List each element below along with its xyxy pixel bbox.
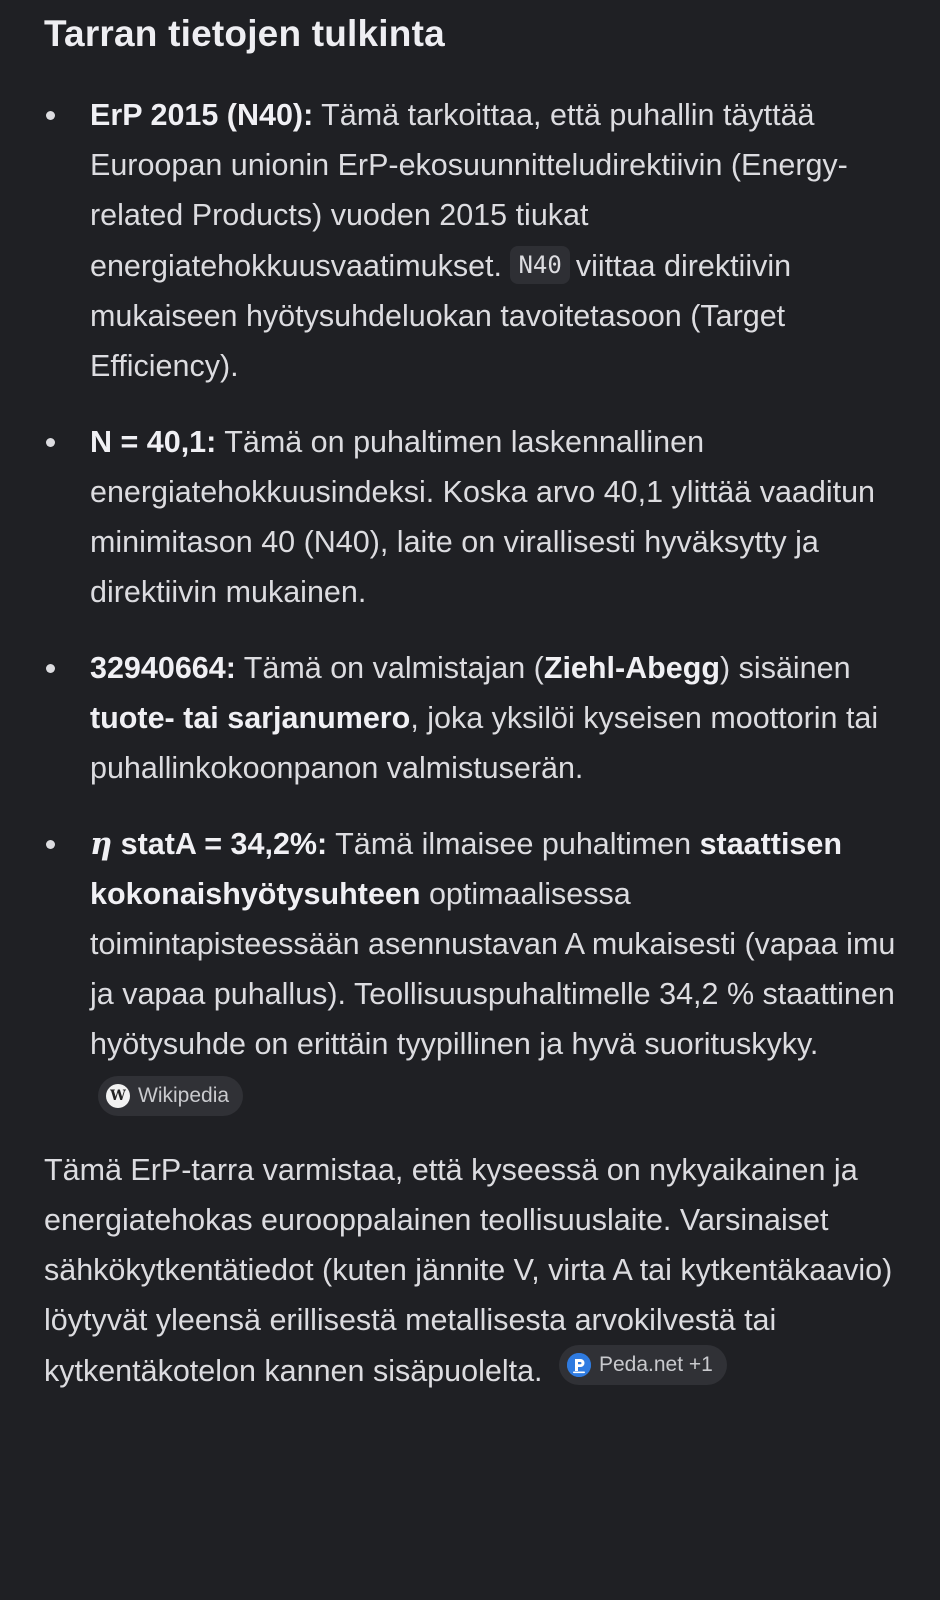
eta-symbol: η (90, 826, 113, 862)
wikipedia-icon: W (106, 1084, 130, 1108)
bullet-text: , joka yksilöi kyseisen moottorin tai puhallinkokoonpanon valmistuserän. (90, 701, 879, 785)
source-chip-label: Peda.net +1 (598, 1353, 713, 1376)
source-chip-wikipedia[interactable] (98, 1076, 243, 1116)
bullet-dot-icon (46, 664, 55, 673)
source-chip-peda-net[interactable] (559, 1345, 727, 1385)
inline-code: N40 (510, 246, 569, 284)
bullet-dot-icon (46, 111, 55, 120)
bullet-item-n-index (44, 417, 904, 617)
bullet-dot-icon (46, 840, 55, 849)
bullet-term: 32940664: (90, 651, 236, 685)
bullet-item-efficiency (44, 819, 904, 1119)
bullet-item-serial (44, 643, 904, 793)
bold-text: Ziehl-Abegg (543, 651, 721, 685)
bullet-term: N = 40,1: (90, 425, 217, 459)
peda-net-icon-graphic (567, 1353, 591, 1377)
bullet-text: optimaalisessa toimintapisteessään asennustavan A mukaisesti (vapaa imu ja vapaa puhallus). Teollisuuspuhaltimelle 34,2 % staattinen hyötysuhde on erittäin tyypillinen ja hyvä suorituskyky. (90, 877, 896, 1061)
source-chip-label: Wikipedia (138, 1084, 230, 1107)
bullet-item-erp (44, 90, 904, 391)
bullet-text: ) sisäinen (720, 651, 851, 685)
bullet-text: Tämä ilmaisee puhaltimen (327, 827, 700, 861)
bullet-term: statA = 34,2%: (112, 827, 328, 861)
section-title: Tarran tietojen tulkinta (44, 13, 445, 54)
bullet-term: ErP 2015 (N40): (90, 98, 314, 132)
bullet-list (44, 90, 904, 1119)
summary-text: Tämä ErP-tarra varmistaa, että kyseessä on nykyaikainen ja energiatehokas eurooppalainen teollisuuslaite. Varsinaiset sähkökytkentätiedot (kuten jännite V, virta A tai kytkentäkaavio) löytyvät yleensä erillisestä metallisesta arvokilvestä tai kytkentäkotelon kannen sisäpuolelta. (44, 1153, 893, 1388)
bullet-text: viittaa direktiivin mukaiseen hyötysuhdeluokan tavoitetasoon (Target Efficiency). (90, 249, 792, 383)
bold-text: staattisen kokonaishyötysuhteen (90, 827, 842, 911)
peda-net-icon (567, 1353, 591, 1377)
bullet-text: Tämä on valmistajan ( (235, 651, 544, 685)
bullet-text: Tämä tarkoittaa, että puhallin täyttää Euroopan unionin ErP-ekosuunnitteludirektiivin (Energy-related Products) vuoden 2015 tiukat energiatehokkuusvaatimukset. (90, 98, 848, 283)
bullet-dot-icon (46, 438, 55, 447)
bullet-text: Tämä on puhaltimen laskennallinen energiatehokkuusindeksi. Koska arvo 40,1 ylittää vaaditun minimitason 40 (N40), laite on virallisesti hyväksytty ja direktiivin mukainen. (90, 425, 876, 609)
summary-paragraph (44, 1145, 904, 1396)
bold-text: tuote- tai sarjanumero (90, 701, 411, 735)
